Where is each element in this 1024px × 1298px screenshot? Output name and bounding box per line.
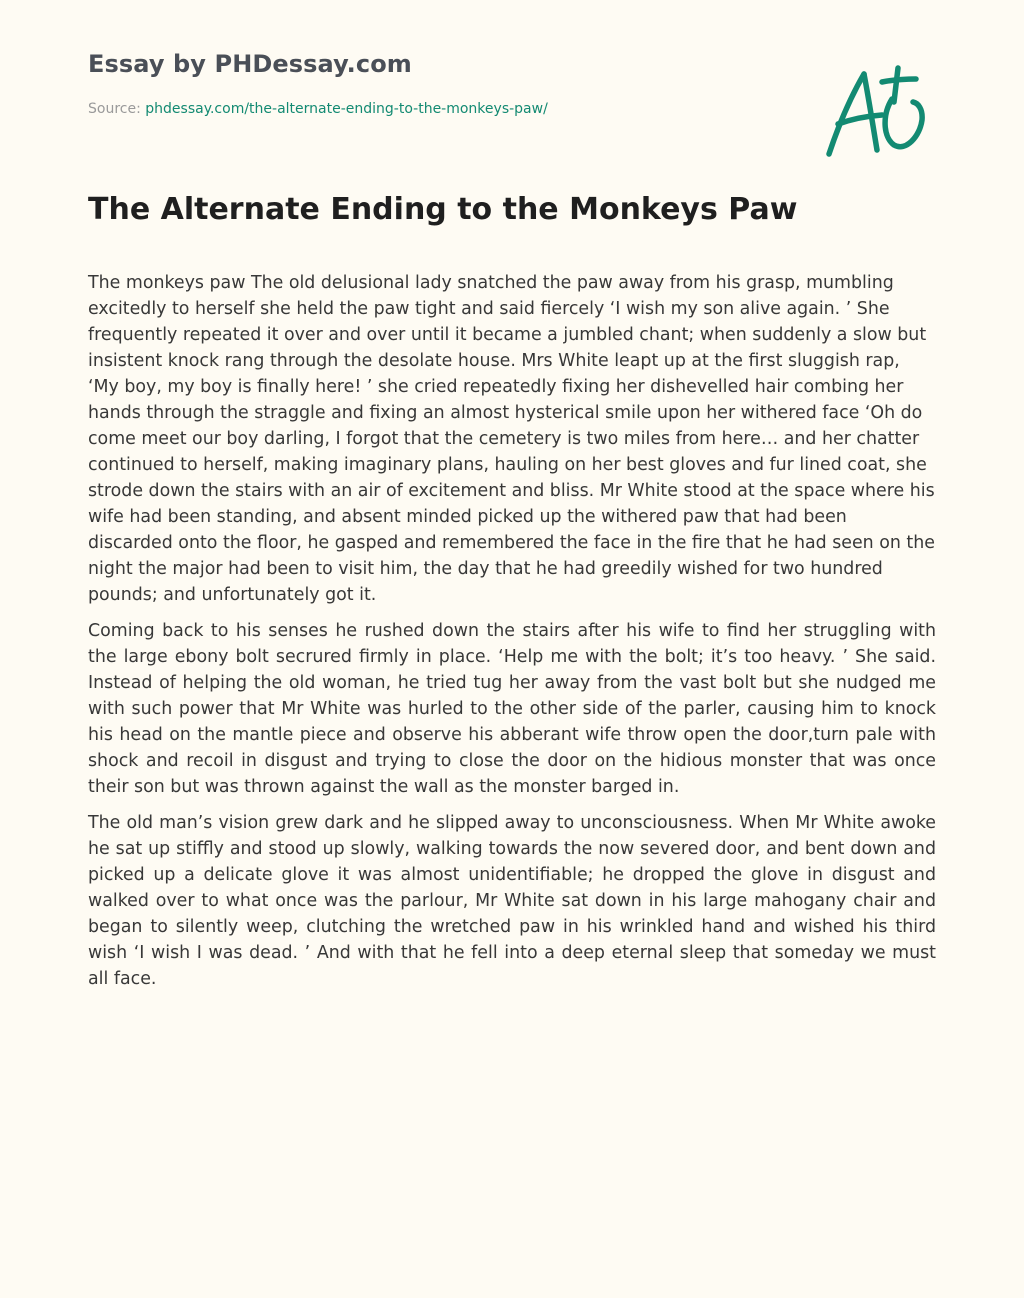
plus-horizontal	[882, 79, 916, 82]
source-link[interactable]: phdessay.com/the-alternate-ending-to-the-monkeys-paw/	[145, 101, 548, 117]
essay-body	[88, 270, 936, 1002]
plus-vertical	[894, 68, 898, 102]
curl-stroke	[885, 99, 922, 147]
essay-paragraph: The monkeys paw The old delusional lady snatched the paw away from his grasp, mumbling excitedly to herself she held the paw tight and said fiercely ‘I wish my son alive again. ’ She frequently repeated it over and over until it became a jumbled chant; when suddenly a slow but insistent knock rang through the desolate house. Mrs White leapt up at the first sluggish rap, ‘My boy, my boy is finally here! ’ she cried repeatedly fixing her dishevelled hair combing her hands through the straggle and fixing an almost hysterical smile upon her withered face ‘Oh do come meet our boy darling, I forgot that the cemetery is two miles from here… and her chatter continued to herself, making imaginary plans, hauling on her best gloves and fur lined coat, she strode down the stairs with an air of excitement and bliss. Mr White stood at the space where his wife had been standing, and absent minded picked up the withered paw that had been discarded onto the floor, he gasped and remembered the face in the fire that he had seen on the night the major had been to visit him, the day that he had greedily wished for two hundred pounds; and unfortunately got it.	[88, 273, 935, 605]
page-title: The Alternate Ending to the Monkeys Paw	[88, 192, 798, 227]
source-line	[88, 101, 548, 117]
a-letter-left-stroke	[829, 74, 864, 154]
a-letter-right-stroke	[864, 74, 877, 150]
essay-paragraph: Coming back to his senses he rushed down the stairs after his wife to find her struggling with the large ebony bolt secrured firmly in place. ‘Help me with the bolt; it’s too heavy. ’ She said. Instead of helping the old woman, he tried tug her away from the vast bolt but she nudged me with such power that Mr White was hurled to the other side of the parler, causing him to knock his head on the mantle piece and observe his abberant wife throw open the door,turn pale with shock and recoil in disgust and trying to close the door on the hidious monster that was once their son but was thrown against the wall as the monster barged in.	[88, 621, 936, 797]
essay-paragraph: The old man’s vision grew dark and he slipped away to unconsciousness. When Mr White awoke he sat up stiffly and stood up slowly, walking towards the now severed door, and bent down and picked up a delicate glove it was almost unidentifiable; he dropped the glove in disgust and walked over to what once was the parlour, Mr White sat down in his large mahogany chair and began to silently weep, clutching the wretched paw in his wrinkled hand and wished his third wish ‘I wish I was dead. ’ And with that he fell into a deep eternal sleep that someday we must all face.	[88, 813, 936, 989]
source-label: Source:	[88, 101, 146, 117]
brand-title: Essay by PHDessay.com	[88, 50, 412, 78]
a-plus-icon	[820, 62, 930, 162]
